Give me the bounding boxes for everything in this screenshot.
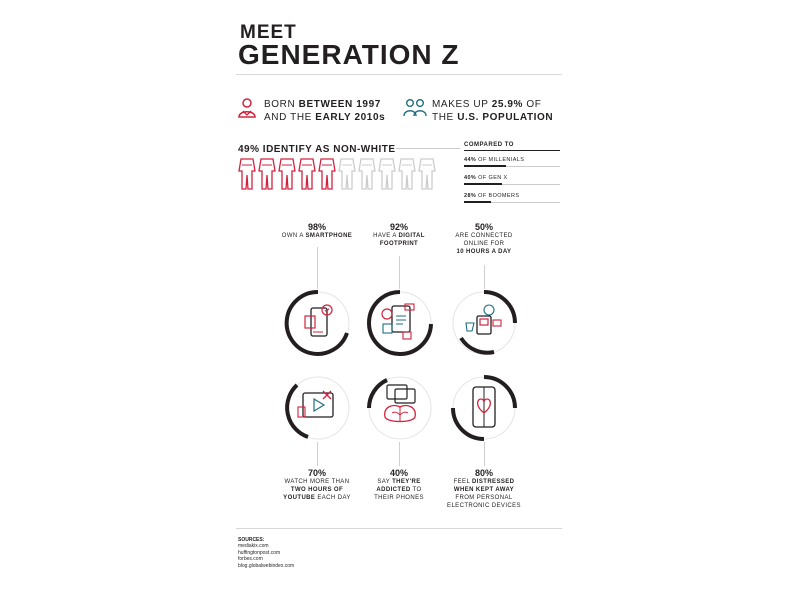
person-figure-empty [359,159,375,189]
source-item: mediakix.com [238,543,269,549]
person-figure-empty [339,159,355,189]
comparison-millenials: 44% OF MILLENIALS [464,157,525,163]
divider [236,74,562,75]
source-item: forbes.com [238,556,263,562]
brain-phones-icon [365,373,435,443]
stat-digital-footprint: 92% HAVE A DIGITAL FOOTPRINT [373,222,425,247]
compared-underline [464,150,560,151]
source-item: huffingtonpost.com [238,549,281,556]
comparison-bar-boomers [464,201,491,203]
person-figure-filled [319,159,335,189]
stat-addicted: 40% SAY THEY'RE ADDICTED TO THEIR PHONES [374,468,424,501]
person-figure-filled [279,159,295,189]
connector-line [484,265,485,289]
stat-distressed: 80% FEEL DISTRESSED WHEN KEPT AWAY FROM PERSONAL ELECTRONIC DEVICES [447,468,521,509]
stat-online-hours: 50% ARE CONNECTED ONLINE FOR 10 HOURS A DAY [455,222,513,255]
online-shopping-icon [449,288,519,358]
person-figure-empty [419,159,435,189]
title-line-1: MEET [240,22,297,43]
nonwhite-headline: 49% IDENTIFY AS NON-WHITE [238,144,396,155]
person-figure-filled [299,159,315,189]
connector-line [399,256,400,289]
comparison-boomers: 28% OF BOOMERS [464,193,520,199]
fact-born: BORN BETWEEN 1997 AND THE EARLY 2010s [264,99,386,123]
connector-line [399,442,400,466]
connector-line [317,442,318,466]
stat-smartphone: 98% OWN A SMARTPHONE [281,222,353,239]
smartphone-icon [283,288,353,358]
divider [236,528,562,529]
person-icon [236,97,258,124]
sources: SOURCES: mediakix.com huffingtonpost.com forbes.com blog.globalwebindex.com [238,537,295,569]
video-player-icon [283,373,353,443]
phone-heart-icon [449,373,519,443]
connector-line [484,442,485,466]
source-item: blog.globalwebindex.com [238,562,295,569]
headline-connector [396,148,460,149]
people-pictogram [236,157,446,191]
person-figure-filled [259,159,275,189]
connector-line [317,247,318,289]
digital-footprint-icon [365,288,435,358]
person-figure-empty [379,159,395,189]
title-line-2: GENERATION Z [238,39,460,70]
comparison-bar-millenials [464,165,506,167]
compared-to-label: COMPARED TO [464,142,514,148]
person-figure-empty [399,159,415,189]
comparison-bar-genx [464,183,502,185]
stat-youtube: 70% WATCH MORE THAN TWO HOURS OF YOUTUBE EACH DAY [283,468,351,501]
people-group-icon [403,98,427,123]
person-figure-filled [239,159,255,189]
fact-population: MAKES UP 25.9% OF THE U.S. POPULATION [432,99,554,123]
comparison-genx: 40% OF GEN X [464,175,508,181]
